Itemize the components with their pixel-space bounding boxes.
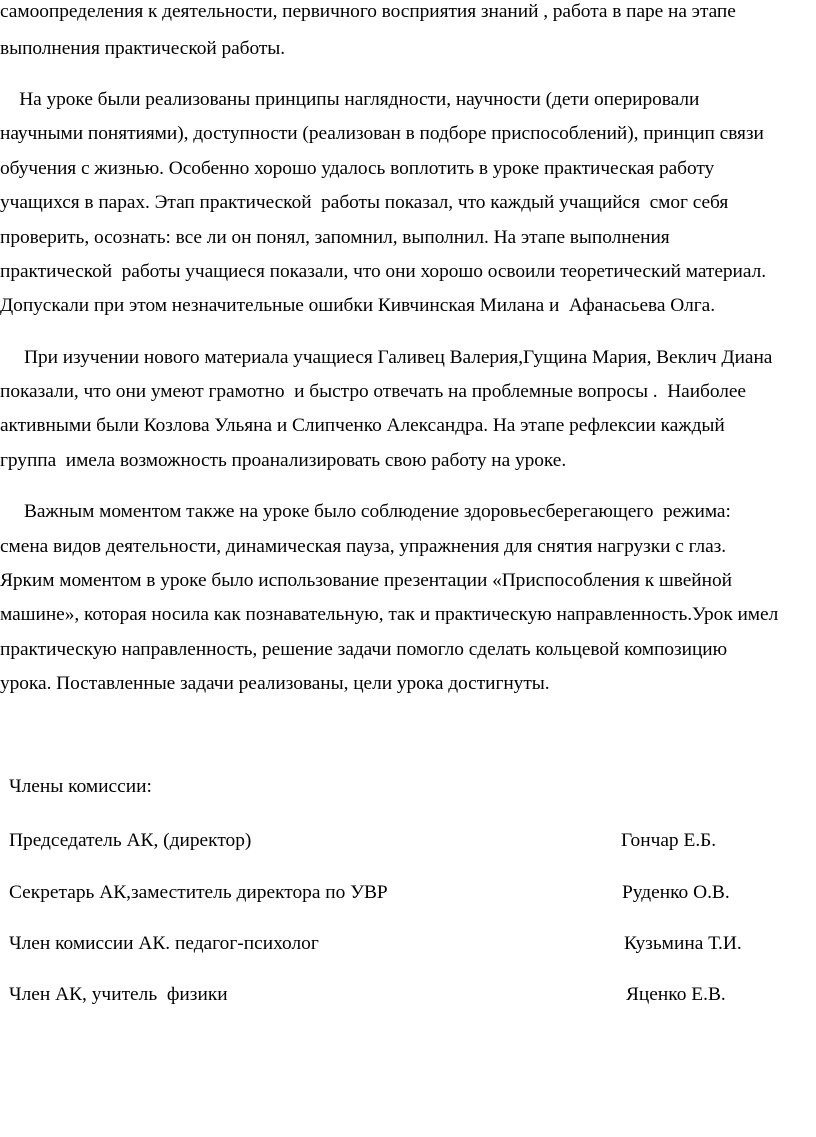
body-text-line: Допускали при этом незначительные ошибки Кивчинская Милана и Афанасьева Олга.	[0, 295, 716, 316]
body-text-line: активными были Козлова Ульяна и Слипченко Александра. На этапе рефлексии каждый	[0, 415, 725, 436]
commission-member-role: Член комиссии АК. педагог-психолог	[9, 933, 319, 954]
body-text-line: машине», которая носила как познавательную, так и практическую направленность.Урок имел	[0, 604, 779, 625]
body-text-line: научными понятиями), доступности (реализован в подборе приспособлений), принцип связи	[0, 123, 764, 144]
body-text-line: урока. Поставленные задачи реализованы, цели урока достигнуты.	[0, 673, 550, 694]
commission-member-name: Руденко О.В.	[622, 882, 730, 903]
body-text-line: выполнения практической работы.	[0, 38, 286, 59]
body-text-line: самоопределения к деятельности, первичного восприятия знаний , работа в паре на этапе	[0, 1, 736, 22]
body-text-line: проверить, осознать: все ли он понял, запомнил, выполнил. На этапе выполнения	[0, 227, 670, 248]
commission-member-name: Яценко Е.В.	[626, 984, 726, 1005]
body-text-line: показали, что они умеют грамотно и быстро отвечать на проблемные вопросы . Наиболее	[0, 381, 746, 402]
commission-member-role: Член АК, учитель физики	[9, 984, 228, 1005]
body-text-line: практическую направленность, решение задачи помогло сделать кольцевой композицию	[0, 639, 728, 660]
commission-member-name: Гончар Е.Б.	[621, 830, 717, 851]
commission-member-role: Председатель АК, (директор)	[9, 830, 252, 851]
body-text-line: Ярким моментом в уроке было использование презентации «Приспособления к швейной	[0, 570, 732, 591]
body-text-line: При изучении нового материала учащиеся Галивец Валерия,Гущина Мария, Веклич Диана	[0, 347, 773, 368]
commission-member-role: Секретарь АК,заместитель директора по УВР	[9, 882, 388, 903]
body-text-line: Важным моментом также на уроке было соблюдение здоровьесберегающего режима:	[0, 501, 731, 522]
body-text-line: группа имела возможность проанализировать свою работу на уроке.	[0, 450, 567, 471]
body-text-line: практической работы учащиеся показали, что они хорошо освоили теоретический материал.	[0, 261, 767, 282]
body-text-line: обучения с жизнью. Особенно хорошо удалось воплотить в уроке практическая работу	[0, 158, 715, 179]
commission-heading: Члены комиссии:	[9, 776, 152, 797]
body-text-line: учащихся в парах. Этап практической работы показал, что каждый учащийся смог себя	[0, 192, 729, 213]
commission-member-name: Кузьмина Т.И.	[624, 933, 742, 954]
body-text-line: На уроке были реализованы принципы наглядности, научности (дети оперировали	[0, 89, 700, 110]
body-text-line: смена видов деятельности, динамическая пауза, упражнения для снятия нагрузки с глаз.	[0, 536, 727, 557]
